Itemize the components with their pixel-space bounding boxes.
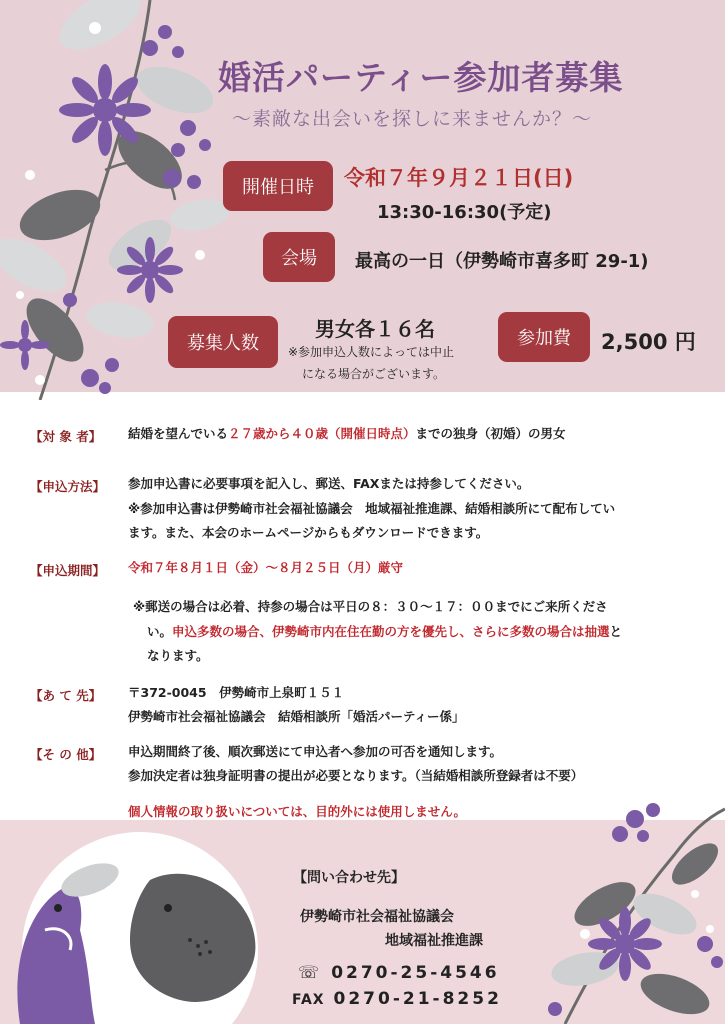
period-value: 令和７年８月１日（金）～８月２５日（月）厳守 [128, 560, 404, 575]
method-line3: ます。また、本会のホームページからもダウンロードできます。 [128, 525, 489, 540]
fee-label-badge: 参加費 [498, 312, 590, 362]
period-note2-pre: い。 [147, 624, 173, 639]
event-time: 13:30-16:30(予定) [377, 202, 552, 223]
page-subtitle: ～素敵な出会いを探しに来ませんか？～ [232, 108, 593, 130]
period-label: 【申込期間】 [30, 563, 106, 578]
target-label: 【対 象 者】 [30, 429, 102, 444]
period-note2-post: と [609, 624, 623, 639]
period-note2-highlight: 申込多数の場合、伊勢崎市内在住在勤の方を優先し、さらに多数の場合は抽選 [172, 624, 610, 639]
capacity-note-line2: になる場合がございます。 [302, 367, 446, 381]
event-date: 令和７年９月２１日(日) [344, 166, 574, 190]
method-label: 【申込方法】 [30, 479, 106, 494]
address-line2: 伊勢崎市社会福祉協議会 結婚相談所「婚活パーティー係」 [128, 709, 465, 724]
event-venue: 最高の一日（伊勢崎市喜多町 29-1) [355, 251, 649, 272]
fax-number: 0270-21-8252 [333, 989, 502, 1009]
capacity-label-badge: 募集人数 [168, 316, 278, 368]
contact-fax [292, 989, 502, 1009]
other-label: 【そ の 他】 [30, 747, 102, 762]
contact-org: 伊勢崎市社会福祉協議会 [300, 909, 454, 925]
contact-heading: 【問い合わせ先】 [293, 870, 405, 886]
address-label: 【あ て 先】 [30, 688, 102, 703]
capacity-note-line1: ※参加申込人数によっては中止 [288, 345, 455, 359]
contact-phone [298, 963, 500, 983]
mascot-illustration [0, 820, 300, 1024]
page-title: 婚活パーティー参加者募集 [218, 58, 624, 97]
period-note3: なります。 [147, 648, 209, 663]
address-line1: 〒372-0045 伊勢崎市上泉町１５１ [128, 685, 345, 700]
other-line1: 申込期間終了後、順次郵送にて申込者へ参加の可否を通知します。 [128, 744, 503, 759]
date-label-badge: 開催日時 [223, 161, 333, 211]
method-line1: 参加申込書に必要事項を記入し、郵送、FAXまたは持参してください。 [128, 476, 530, 491]
venue-label-badge: 会場 [263, 232, 335, 282]
other-line2: 参加決定者は独身証明書の提出が必要となります。（当結婚相談所登録者は不要） [128, 768, 584, 783]
period-note2 [147, 620, 622, 644]
capacity-value: 男女各１６名 [315, 317, 435, 341]
target-text [128, 422, 566, 446]
floral-decoration-bottom-right [525, 794, 725, 1024]
privacy-notice: 個人情報の取り扱いについては、目的外には使用しません。 [128, 804, 467, 819]
target-age-range: ２７歳から４０歳（開催日時点） [228, 426, 416, 441]
fax-label: FAX [292, 992, 325, 1008]
phone-number: 0270-25-4546 [331, 963, 500, 983]
telephone-icon: ☏ [298, 963, 323, 983]
target-text-pre: 結婚を望んでいる [128, 426, 229, 441]
contact-dept: 地域福祉推進課 [385, 933, 483, 949]
method-line2: ※参加申込書は伊勢崎市社会福祉協議会 地域福祉推進課、結婚相談所にて配布してい [128, 501, 616, 516]
fee-value: 2,500 円 [601, 330, 696, 354]
period-note1: ※郵送の場合は必着、持参の場合は平日の８：３０～１７：００までにご来所くださ [133, 599, 608, 614]
target-text-post: までの独身（初婚）の男女 [415, 426, 566, 441]
